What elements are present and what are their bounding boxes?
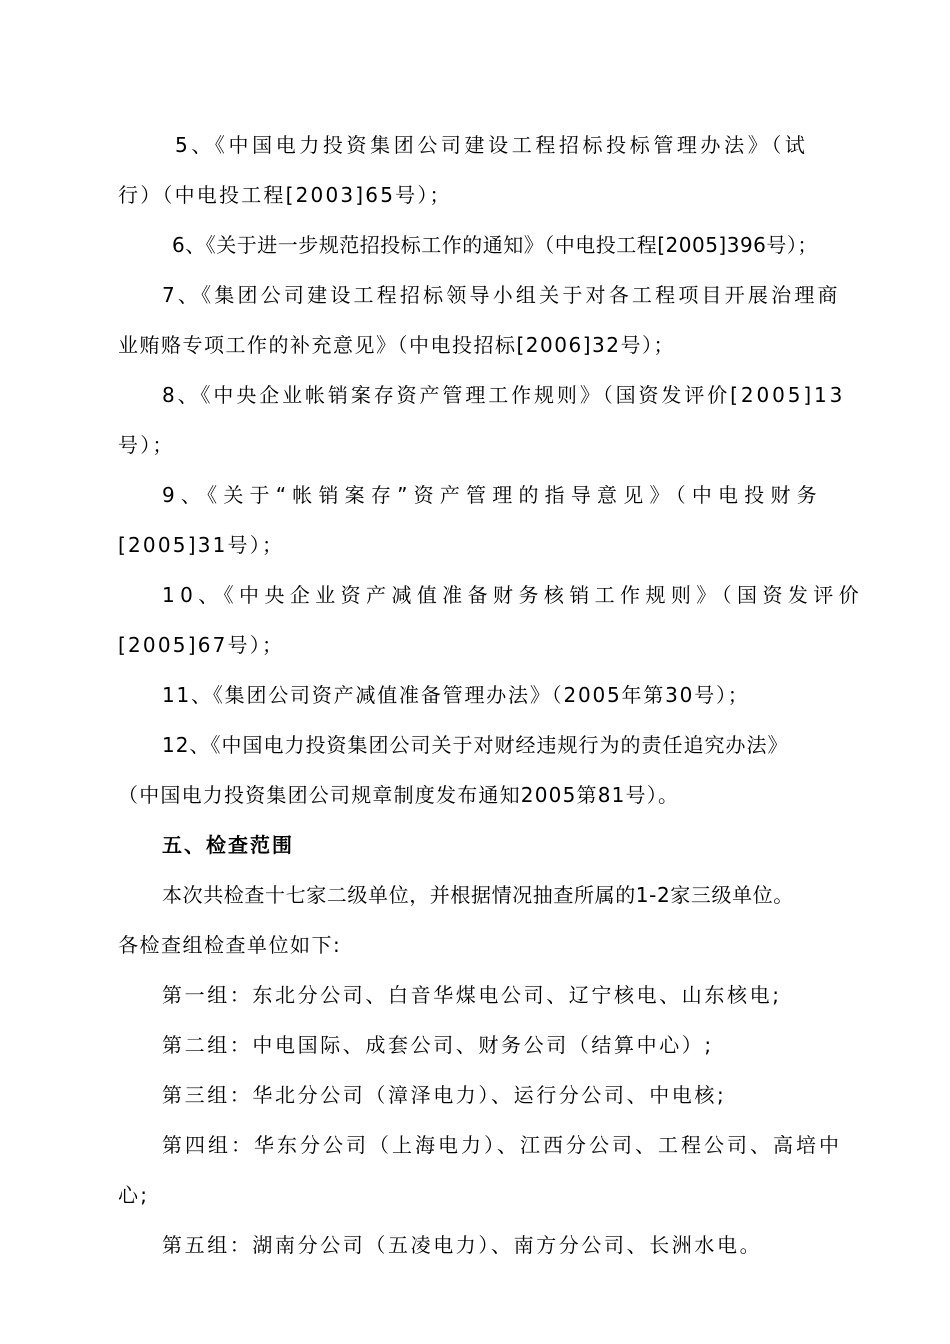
text-line: [2005]67号）；: [118, 633, 285, 657]
text-line: （中国电力投资集团公司规章制度发布通知2005第81号）。: [118, 783, 680, 807]
text-line: 9、《关于“帐销案存”资产管理的指导意见》（中电投财务: [162, 483, 823, 507]
text-line: 12、《中国电力投资集团公司关于对财经违规行为的责任追究办法》: [162, 733, 789, 757]
text-line: [2005]31号）；: [118, 533, 285, 557]
text-line: 业贿赂专项工作的补充意见》（中电投招标[2006]32号）；: [118, 333, 675, 357]
text-line: 第三组：华北分公司（漳泽电力）、运行分公司、中电核;: [162, 1083, 727, 1107]
text-line: 5、《中国电力投资集团公司建设工程招标投标管理办法》（试: [175, 133, 809, 157]
text-line: 号）；: [118, 433, 175, 457]
section-heading: 五、检查范围: [162, 833, 294, 857]
text-line: 10、《中央企业资产减值准备财务核销工作规则》（国资发评价: [162, 583, 865, 607]
text-line: 行）（中电投工程[2003]65号）；: [118, 183, 452, 207]
text-line: 各检查组检查单位如下:: [118, 933, 342, 957]
text-line: 第一组：东北分公司、白音华煤电公司、辽宁核电、山东核电;: [162, 983, 782, 1007]
text-line: 8、《中央企业帐销案存资产管理工作规则》（国资发评价[2005]13: [162, 383, 846, 407]
text-line: 本次共检查十七家二级单位，并根据情况抽查所属的1-2家三级单位。: [162, 883, 794, 907]
text-line: 6、《关于进一步规范招投标工作的通知》（中电投工程[2005]396号）；: [172, 233, 818, 257]
text-line: 11、《集团公司资产减值准备管理办法》（2005年第30号）；: [162, 683, 750, 707]
text-line: 第二组：中电国际、成套公司、财务公司（结算中心）;: [162, 1033, 714, 1057]
text-line: 心;: [118, 1183, 150, 1207]
text-line: 7、《集团公司建设工程招标领导小组关于对各工程项目开展治理商: [162, 283, 841, 307]
text-line: 第五组：湖南分公司（五凌电力）、南方分公司、长洲水电。: [162, 1233, 763, 1257]
text-line: 第四组：华东分公司（上海电力）、江西分公司、工程公司、高培中: [162, 1133, 842, 1157]
